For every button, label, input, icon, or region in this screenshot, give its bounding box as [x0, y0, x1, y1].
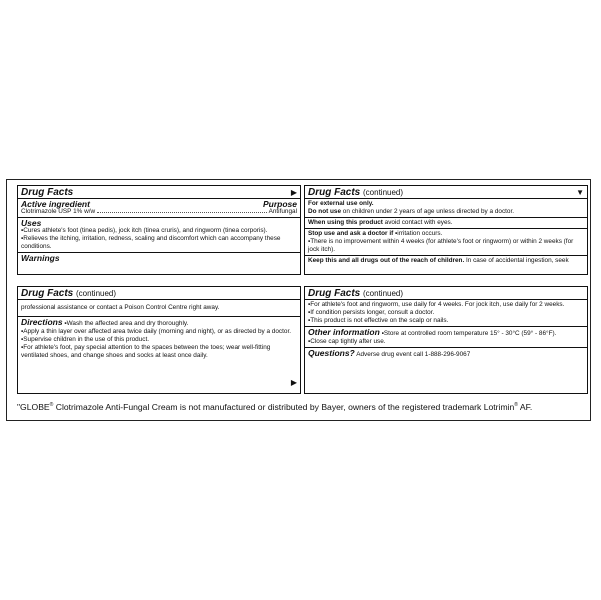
continue-arrow-icon: ▶	[290, 188, 297, 197]
questions-text: Adverse drug event call 1-888-296-9067	[356, 351, 471, 358]
stop-use-section	[305, 229, 587, 256]
keep-out-body: In case of accidental ingestion, seek	[464, 257, 569, 264]
drug-facts-label	[6, 179, 591, 421]
panel-title	[305, 287, 587, 300]
directions-item: ▪ Wash the affected area and dry thoroughly.	[64, 320, 188, 327]
panel-title	[18, 287, 300, 300]
other-information-section	[305, 327, 587, 348]
keep-out-bold: Keep this and all drugs out of the reach of children.	[308, 257, 465, 264]
purpose-heading: Purpose	[262, 199, 297, 209]
footnote-text: Clotrimazole Anti-Fungal Cream is not manufactured or distributed by Bayer, owners of the registered trademark Lotrimin	[53, 401, 515, 412]
duration-item: ▪ For athlete's foot and ringworm, use daily for 4 weeks. For jock itch, use daily for 2 weeks.	[308, 301, 584, 309]
panel-title-text: Drug Facts	[308, 288, 361, 299]
other-information-item: ▪ Close cap tightly after use.	[308, 338, 584, 346]
do-not-use-bold: Do not use	[308, 208, 342, 215]
when-using-bold: When using this product	[308, 219, 383, 226]
continued-warning-section	[18, 300, 300, 317]
directions-heading: Directions	[21, 317, 63, 327]
other-information-item: ▪ Store at controlled room temperature 15° - 30°C (59° - 86°F).	[382, 330, 557, 337]
top-row	[17, 185, 588, 275]
stop-use-bold: Stop use and ask a doctor if	[308, 230, 394, 237]
directions-section	[18, 317, 300, 387]
continued-warning-text: professional assistance or contact a Poison Control Centre right away.	[21, 304, 220, 311]
warnings-heading: Warnings	[21, 253, 60, 263]
continued-label: (continued)	[363, 188, 404, 197]
stop-use-item: ▪ irritation occurs.	[395, 230, 442, 237]
questions-section	[305, 348, 587, 360]
duration-section	[305, 300, 587, 327]
continue-arrow-icon: ▼	[576, 188, 584, 197]
drug-facts-panel-1	[17, 185, 301, 275]
directions-item: ▪ Apply a thin layer over affected area twice daily (morning and night), or as directed by a doctor.	[21, 328, 297, 336]
continued-label: (continued)	[363, 289, 404, 298]
questions-heading: Questions?	[308, 348, 355, 358]
continued-label: (continued)	[76, 289, 117, 298]
panel-title	[305, 186, 587, 199]
directions-item: ▪ For athlete's foot, pay special attention to the spaces between the toes; wear well-fitting ventilated shoes, and change shoes and socks at least once daily.	[21, 344, 297, 360]
when-using-body: avoid contact with eyes.	[382, 219, 453, 226]
drug-facts-panel-2	[304, 185, 588, 275]
uses-item: ▪ Relieves the itching, irritation, redness, scaling and discomfort which can accompany these conditions.	[21, 235, 297, 251]
dotted-leader	[97, 212, 266, 213]
continue-arrow-icon: ▶	[290, 378, 297, 387]
external-use-section	[305, 199, 587, 218]
registered-mark: ®	[514, 402, 518, 408]
uses-section	[18, 218, 300, 253]
ingredient-text: Clotrimazole USP 1% w/w	[21, 208, 96, 215]
do-not-use-body: on children under 2 years of age unless directed by a doctor.	[341, 208, 515, 215]
do-not-use-text	[308, 208, 584, 216]
directions-item: ▪ Supervise children in the use of this product.	[21, 336, 297, 344]
footnote-text-end: AF.	[517, 401, 533, 412]
drug-facts-panel-4	[304, 286, 588, 394]
purpose-text: Antifungal	[268, 208, 297, 215]
bottom-row	[17, 286, 588, 394]
when-using-section	[305, 218, 587, 229]
uses-item: ▪ Cures athlete's foot (tinea pedis), jock itch (tinea cruris), and ringworm (tinea corporis).	[21, 227, 297, 235]
uses-heading: Uses	[21, 218, 42, 228]
registered-mark: ®	[49, 402, 54, 408]
panel-title-text: Drug Facts	[308, 187, 361, 198]
panel-title-text: Drug Facts	[21, 288, 74, 299]
active-ingredient-section	[18, 199, 300, 218]
panel-title-text: Drug Facts	[21, 187, 74, 198]
panel-title	[18, 186, 300, 199]
duration-item: ▪ If condition persists longer, consult a doctor.	[308, 309, 584, 317]
drug-facts-panel-3	[17, 286, 301, 394]
stop-use-item: ▪ There is no improvement within 4 weeks (for athlete's foot or ringworm) or within 2 weeks (for jock itch).	[308, 238, 584, 254]
trademark-footnote	[17, 400, 589, 413]
external-use-text: For external use only.	[308, 200, 374, 207]
active-ingredient-heading: Active ingredient	[21, 199, 90, 209]
other-information-heading: Other information	[308, 327, 380, 337]
duration-item: ▪ This product is not effective on the scalp or nails.	[308, 317, 584, 325]
footnote-brand: "GLOBE	[17, 401, 50, 412]
